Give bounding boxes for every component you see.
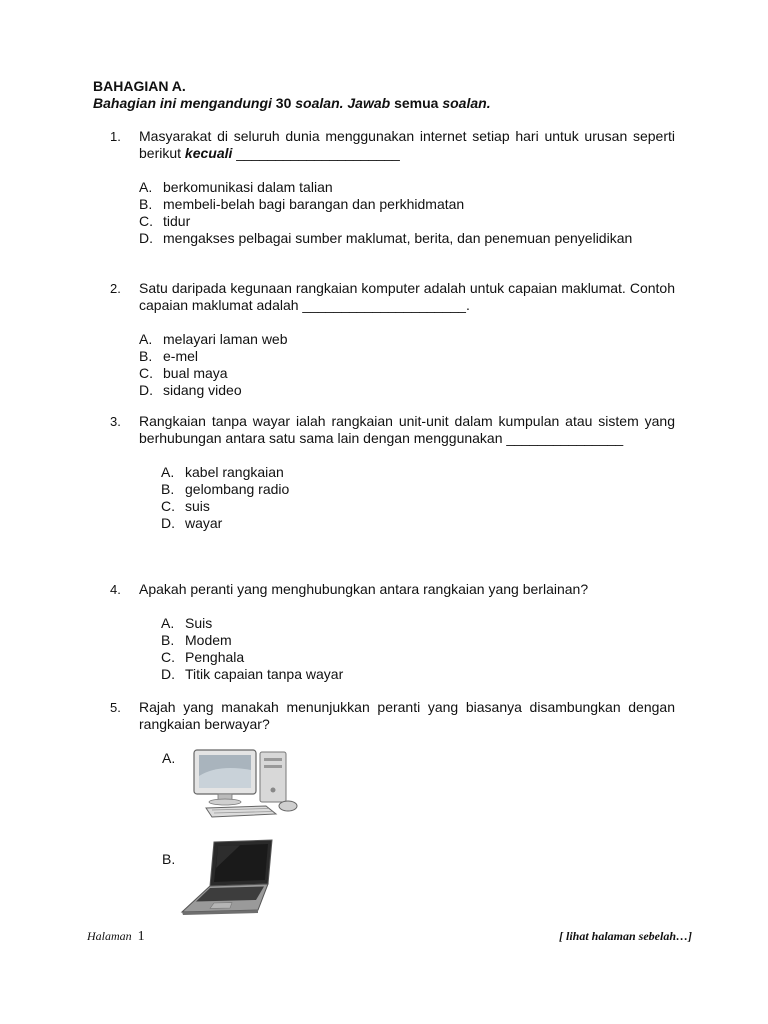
- option-a[interactable]: A. berkomunikasi dalam talian: [139, 179, 333, 195]
- question-number: 4.: [110, 582, 121, 597]
- option-b[interactable]: B. Modem: [161, 632, 232, 648]
- question-stem: Satu daripada kegunaan rangkaian komputer adalah untuk capaian maklumat. Contoh capaian maklumat adalah _____________________.: [139, 280, 675, 313]
- laptop-image[interactable]: [180, 838, 276, 918]
- page-footer-number: Halaman 1: [87, 929, 145, 944]
- question-stem: Apakah peranti yang menghubungkan antara rangkaian yang berlainan?: [139, 581, 589, 597]
- option-c[interactable]: C. bual maya: [139, 365, 228, 381]
- option-c[interactable]: C. tidur: [139, 213, 191, 229]
- option-list: [161, 464, 675, 532]
- question-3: [110, 413, 675, 532]
- option-b[interactable]: B. gelombang radio: [161, 481, 290, 497]
- question-stem: Rangkaian tanpa wayar ialah rangkaian unit-unit dalam kumpulan atau sistem yang berhubungan antara satu sama lain dengan menggunakan _______________: [139, 413, 675, 446]
- option-d[interactable]: D. sidang video: [139, 382, 242, 398]
- question-stem: Masyarakat di seluruh dunia menggunakan internet setiap hari untuk urusan seperti berikut kecuali _____________________: [139, 128, 675, 161]
- question-1: [110, 128, 675, 247]
- option-a[interactable]: A. Suis: [161, 615, 213, 631]
- option-list: [139, 179, 675, 247]
- question-number: 1.: [110, 129, 121, 144]
- question-number: 2.: [110, 281, 121, 296]
- option-c[interactable]: C. suis: [161, 498, 210, 514]
- option-b[interactable]: B. e-mel: [139, 348, 199, 364]
- option-d[interactable]: D. mengakses pelbagai sumber maklumat, berita, dan penemuan penyelidikan: [139, 230, 633, 246]
- option-d[interactable]: D. wayar: [161, 515, 223, 531]
- question-stem: Rajah yang manakah menunjukkan peranti yang biasanya disambungkan dengan rangkaian berwayar?: [139, 699, 675, 732]
- question-number: 5.: [110, 700, 121, 715]
- option-b[interactable]: B. membeli-belah bagi barangan dan perkhidmatan: [139, 196, 465, 212]
- option-a[interactable]: A. melayari laman web: [139, 331, 288, 347]
- desktop-computer-image[interactable]: [188, 746, 304, 822]
- option-list: [139, 331, 675, 399]
- section-title: BAHAGIAN A.: [93, 78, 186, 94]
- option-a[interactable]: A. kabel rangkaian: [161, 464, 284, 480]
- question-2: [110, 280, 675, 399]
- question-number: 3.: [110, 414, 121, 429]
- question-4: [110, 581, 675, 683]
- option-d[interactable]: D. Titik capaian tanpa wayar: [161, 666, 344, 682]
- next-page-note: [ lihat halaman sebelah…]: [558, 929, 692, 943]
- option-list: [161, 615, 675, 683]
- exam-page: BAHAGIAN A. Bahagian ini mengandungi 30 soalan. Jawab semua soalan. 1. Masyarakat di seluruh dunia menggunakan internet setiap hari untuk urusan seperti berikut kecuali _____________________ A. berkomunikasi dalam talian B. membeli-belah bagi barangan dan perkhidmatan C. tidur D. mengakses pelbagai sumber maklumat, berita, dan penemuan penyelidikan 2. Satu daripada kegunaan rangkaian komputer adalah untuk capaian maklumat. Contoh capaian maklumat adalah _____________________. A. melayari laman web B. e-mel C. bual maya D. sidang video 3. Rangkaian tanpa wayar ialah rangkaian unit-unit dalam kumpulan atau sistem yang berhubungan antara satu sama lain dengan menggunakan _______________ A. kabel rangkaian B. gelombang radio C. suis D. wayar 4. Apakah peranti yang menghubungkan antara rangkaian yang berlainan? A. Suis B. Modem C. Penghala D. Titik capaian tanpa wayar 5. Rajah yang manakah menunjukkan peranti yang biasanya disambungkan dengan rangkaian berwayar? A. B. Halaman 1 [ lihat halaman sebelah…]: [87, 78, 692, 944]
- option-c[interactable]: C. Penghala: [161, 649, 245, 665]
- section-instruction: Bahagian ini mengandungi 30 soalan. Jawab semua soalan.: [93, 95, 491, 111]
- question-5: [110, 699, 675, 733]
